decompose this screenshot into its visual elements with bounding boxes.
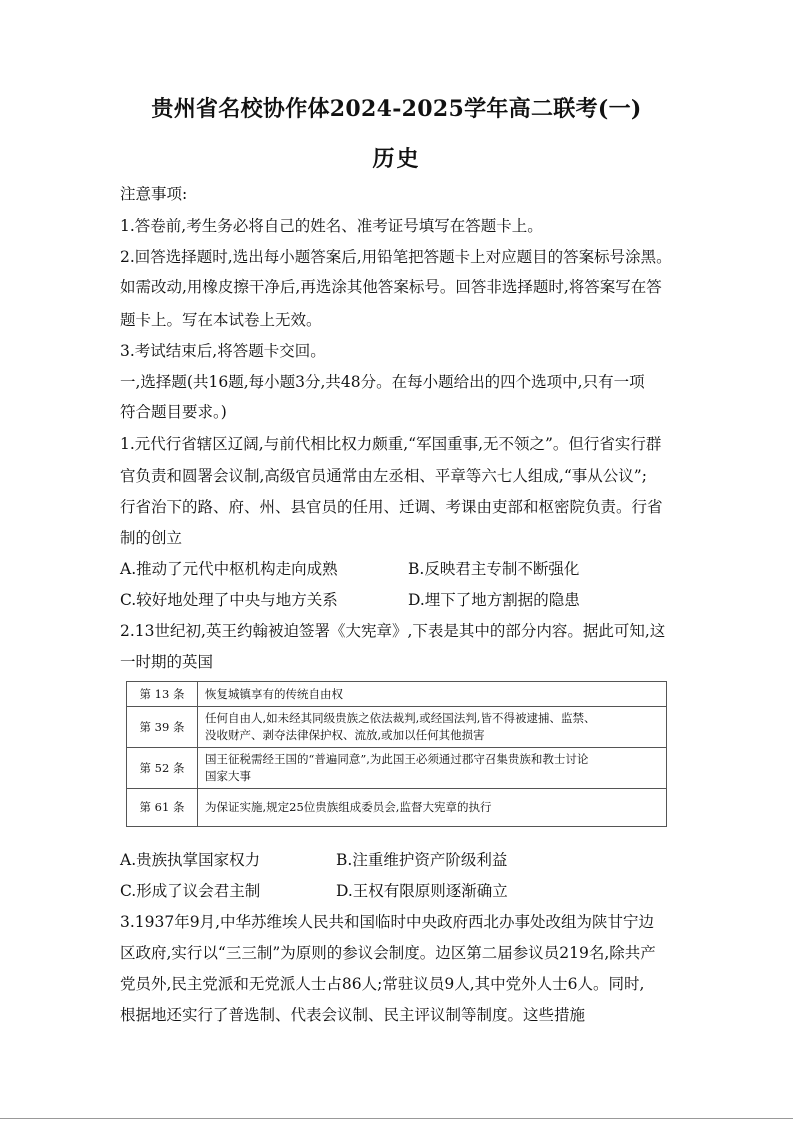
notice-line: 3.考试结束后,将答题卡交回。 bbox=[120, 342, 326, 360]
notice-heading: 注意事项: bbox=[120, 185, 188, 203]
question-1-option-c: C.较好地处理了中央与地方关系 bbox=[120, 591, 338, 609]
question-2-option-c: C.形成了议会君主制 bbox=[120, 882, 261, 900]
question-1-stem: 制的创立 bbox=[120, 529, 183, 547]
notice-line: 如需改动,用橡皮擦干净后,再选涂其他答案标号。回答非选择题时,将答案写在答 bbox=[120, 278, 662, 296]
question-3-stem: 3.1937年9月,中华苏维埃人民共和国临时中央政府西北办事处改组为陕甘宁边 bbox=[120, 913, 655, 931]
table-row bbox=[127, 707, 667, 748]
article-number: 第 39 条 bbox=[127, 707, 198, 748]
question-1-option-d: D.埋下了地方割据的隐患 bbox=[408, 591, 580, 609]
section-instruction: 一,选择题(共16题,每小题3分,共48分。在每小题给出的四个选项中,只有一项 bbox=[120, 373, 645, 391]
table-row bbox=[127, 789, 667, 827]
question-3-stem: 党员外,民主党派和无党派人士占86人;常驻议员9人,其中党外人士6人。同时, bbox=[120, 975, 645, 993]
question-1-stem: 1.元代行省辖区辽阔,与前代相比权力颇重,“军国重事,无不领之”。但行省实行群 bbox=[120, 435, 662, 453]
notice-line: 2.回答选择题时,选出每小题答案后,用铅笔把答题卡上对应题目的答案标号涂黑。 bbox=[120, 248, 672, 266]
notice-line: 1.答卷前,考生务必将自己的姓名、准考证号填写在答题卡上。 bbox=[120, 217, 543, 235]
page-bottom-divider bbox=[0, 1118, 793, 1119]
article-number: 第 61 条 bbox=[127, 789, 198, 827]
article-content: 任何自由人,如未经其同级贵族之依法裁判,或经国法判,皆不得被逮捕、监禁、 没收财产、剥夺法律保护权、流放,或加以任何其他损害 bbox=[198, 707, 667, 748]
subject-title: 历史 bbox=[372, 146, 421, 172]
section-instruction: 符合题目要求。) bbox=[120, 403, 227, 421]
article-content: 为保证实施,规定25位贵族组成委员会,监督大宪章的执行 bbox=[198, 789, 667, 827]
question-1-option-b: B.反映君主专制不断强化 bbox=[408, 560, 580, 578]
question-1-stem: 行省治下的路、府、州、县官员的任用、迁调、考课由吏部和枢密院负责。行省 bbox=[120, 498, 663, 516]
question-2-stem: 2.13世纪初,英王约翰被迫签署《大宪章》,下表是其中的部分内容。据此可知,这 bbox=[120, 622, 666, 640]
question-1-stem: 官负责和圆署会议制,高级官员通常由左丞相、平章等六七人组成,“事从公议”; bbox=[120, 467, 647, 485]
question-2-option-b: B.注重维护资产阶级利益 bbox=[336, 851, 508, 869]
article-content: 恢复城镇享有的传统自由权 bbox=[198, 682, 667, 707]
question-3-stem: 根据地还实行了普选制、代表会议制、民主评议制等制度。这些措施 bbox=[120, 1006, 586, 1024]
exam-title: 贵州省名校协作体2024-2025学年高二联考(一) bbox=[151, 96, 642, 122]
question-3-stem: 区政府,实行以“三三制”为原则的参议会制度。边区第二届参议员219名,除共产 bbox=[120, 944, 656, 962]
notice-line: 题卡上。写在本试卷上无效。 bbox=[120, 311, 322, 329]
article-number: 第 52 条 bbox=[127, 748, 198, 789]
question-2-stem: 一时期的英国 bbox=[120, 653, 214, 671]
table-row bbox=[127, 748, 667, 789]
magna-carta-table bbox=[126, 681, 667, 827]
article-number: 第 13 条 bbox=[127, 682, 198, 707]
question-2-option-a: A.贵族执掌国家权力 bbox=[120, 851, 261, 869]
article-content: 国王征税需经王国的“普遍同意”,为此国王必须通过郡守召集贵族和教士讨论 国家大事 bbox=[198, 748, 667, 789]
table-row bbox=[127, 682, 667, 707]
question-2-option-d: D.王权有限原则逐渐确立 bbox=[336, 882, 508, 900]
question-1-option-a: A.推动了元代中枢机构走向成熟 bbox=[120, 560, 338, 578]
